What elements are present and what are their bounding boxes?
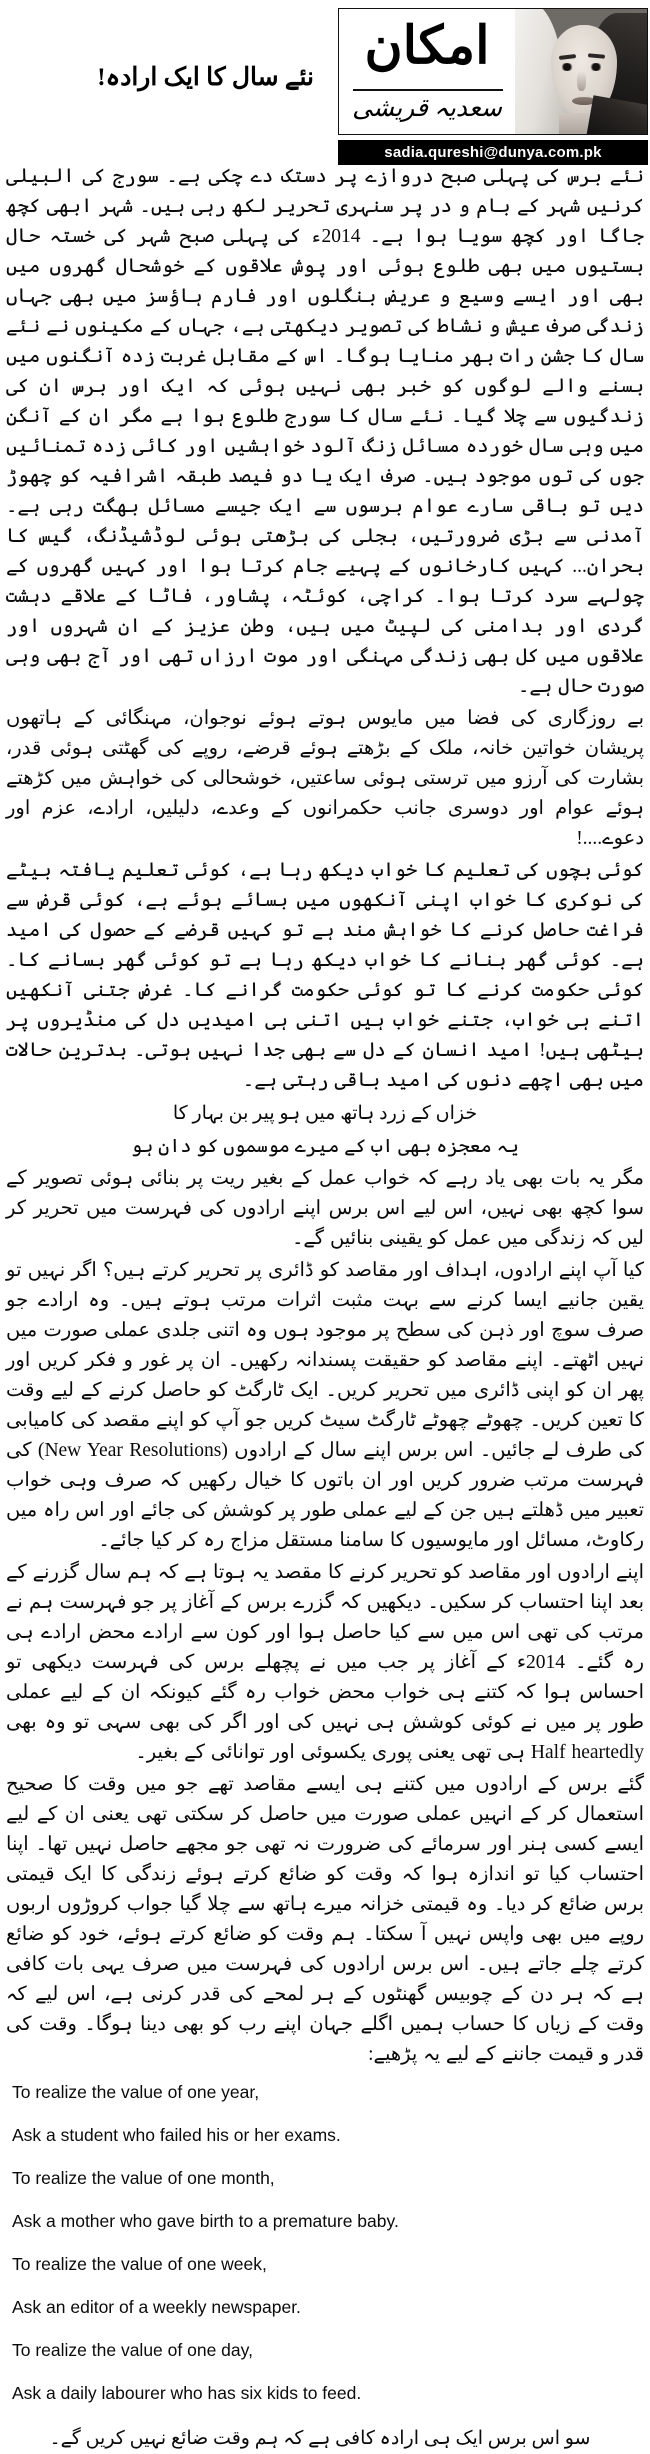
verse-line: یہ معجزہ بھی اب کے میرے موسموں کو دان ہو bbox=[131, 1136, 519, 1157]
paragraph: نئے برس کی پہلی صبح دروازے پر دستک دے چکی ہے۔ سورج کی البیلی کرنیں شہر کے بام و در پر سنہری تحریر لکھ رہی ہیں۔ شہر ابھی کچھ جاگا اور کچھ سویا ہوا ہے۔ 2014ء کی پہلی صبح شہر کی خستہ حال بستیوں میں بھی طلوع ہوئی اور پوش علاقوں کے خوشحال گھروں میں بھی اور ایسے وسیع و عریض بنگلوں اور فارم ہاؤسز میں بھی جہاں زندگی صرف عیش و نشاط کی تصویر دیکھتی ہے، جہاں کے مکینوں نے نئے سال کا جشن رات بھر منایا ہوگا۔ اس کے مقابل غربت زدہ آنگنوں میں بسنے والے لوگوں کو خبر بھی نہیں ہوئی کہ ایک اور برس ان کی زندگیوں سے چلا گیا۔ نئے سال کا سورج طلوع ہوا ہے مگر ان کے آنگن میں وہی سال خوردہ مسائل زنگ آلود خواہشیں اور کائی زدہ تمنائیں جوں کی توں موجود ہیں۔ صرف ایک یا دو فیصد طبقہ اشرافیہ کو چھوڑ دیں تو باقی سارے عوام برسوں سے ایک جیسے مسائل بھگت رہی ہے۔ آمدنی سے بڑی ضرورتیں، بجلی کی بڑھتی ہوئی لوڈشیڈنگ، گیس کا بحران... کہیں کارخانوں کے پہیے جام کرتا ہوا اور کہیں گھروں کے چولہے سرد کرتا ہوا۔ کراچی، کوئٹہ، پشاور، فاٹا کے علاقے دہشت گردی اور بدامنی کی لپیٹ میں ہیں، وطن عزیز کے ان شہروں اور علاقوں میں کل بھی زندگی مہنگی اور موت ارزاں تھی اور آج بھی وہی صورت حال ہے۔ bbox=[6, 166, 645, 697]
page-title: نئے سال کا ایک ارادہ! bbox=[97, 64, 314, 91]
quote-line: Ask a student who failed his or her exams. bbox=[12, 2125, 341, 2145]
paragraph: بے روزگاری کی فضا میں مایوس ہوتے ہوئے نوجوان، مہنگائی کے ہاتھوں پریشان خواتین خانہ، ملک کے بڑھتے ہوئے قرضے، روپے کی گھٹتی ہوئی قدر، بشارت کی آرزو میں ترستی ہوئی ساعتیں، خوشحالی کی خواہش میں کڑھتے ہوئے عوام اور دوسری جانب حکمرانوں کے وعدے، دلیلیں، ارادے، عزم اور دعوے....! bbox=[6, 708, 644, 849]
english-quote-block bbox=[6, 2080, 644, 2405]
quote-line: To realize the value of one month, bbox=[12, 2168, 275, 2188]
paragraph: اپنے ارادوں اور مقاصد کو تحریر کرنے کا مقصد یہ ہوتا ہے کہ ہم سال گزرنے کے بعد اپنا احتساب کر سکیں۔ دیکھیں کہ گزرے برس کے آغاز پر جو فہرست ہم نے مرتب کی تھی اس میں سے کیا حاصل ہوا اور کون سے ارادے محض ارادے ہی رہ گئے۔ 2014ء کے آغاز پر جب میں نے پچھلے برس کی فہرست دیکھی تو احساس ہوا کہ کتنے ہی خواب محض خواب رہ گئے کیونکہ ان کے لیے عملی طور پر میں نے کوئی کوشش ہی نہیں کی اور اگر کی بھی سہی تو وہ بھی Half heartedly ہی تھی یعنی پوری یکسوئی اور توانائی کے بغیر۔ bbox=[6, 1562, 644, 1763]
quote-line: To realize the value of one week, bbox=[12, 2254, 267, 2274]
photo-nose bbox=[577, 71, 586, 91]
closing-line: سو اس برس ایک ہی ارادہ کافی ہے کہ ہم وقت ضائع نہیں کریں گے۔ bbox=[49, 2428, 591, 2449]
photo-eye-right bbox=[589, 63, 603, 71]
quote-line: To realize the value of one year, bbox=[12, 2082, 260, 2102]
quote-line: To realize the value of one day, bbox=[12, 2340, 253, 2360]
paragraph: مگر یہ بات بھی یاد رہے کہ خواب عمل کے بغیر ریت پر بنائی ہوئی تصویر کے سوا کچھ بھی نہیں، اس لیے اس برس اپنے ارادوں کی فہرست میں تحریر کر لیں کہ زندگی میں عمل کو یقینی بنائیں گے۔ bbox=[6, 1168, 644, 1249]
column-logo-block bbox=[338, 8, 650, 160]
verse-line: خزاں کے زرد ہاتھ میں ہو پیر بن بہار کا bbox=[172, 1103, 478, 1124]
paragraph: کوئی بچوں کی تعلیم کا خواب دیکھ رہا ہے، کوئی تعلیم یافتہ بیٹے کی نوکری کا خواب اپنی آنکھوں میں بسائے ہوئے ہے، کوئی قرض سے فراغت حاصل کرنے کا خواہش مند ہے تو کہیں قرضے کے حصول کی امید ہے۔ کوئی گھر بنانے کا خواب دیکھ رہا ہے تو کوئی گھر بسانے کا۔ کوئی حکومت کرنے کا تو کوئی حکومت گرانے کا۔ غرض جتنی آنکھیں اتنے ہی خواب، جتنے خواب ہیں اتنی ہی امیدیں دل کی منڈیروں پر بیٹھی ہیں! امید انسان کے دل سے بھی جدا نہیں ہوتی۔ بدترین حالات میں بھی اچھے دنوں کی امید باقی رہتی ہے۔ bbox=[6, 860, 644, 1091]
quote-line: Ask a daily labourer who has six kids to feed. bbox=[12, 2383, 362, 2403]
column-brand-name: امکان bbox=[364, 18, 490, 75]
author-photo bbox=[515, 9, 647, 135]
column-masthead bbox=[0, 0, 650, 160]
paragraph: گئے برس کے ارادوں میں کتنے ہی ایسے مقاصد تھے جو میں وقت کا صحیح استعمال کر کے انہیں عملی صورت میں حاصل کر سکتی تھی یعنی ان کے لیے ایسے کسی ہنر اور سرمائے کی ضرورت نہ تھی جو مجھے حاصل نہیں تھا۔ اپنا احتساب کیا تو اندازہ ہوا کہ وقت کو ضائع کرتے ہوئے زندگی کا ایک قیمتی برس ضائع کر دیا۔ وہ قیمتی خزانہ میرے ہاتھ سے چلا گیا جواب کروڑوں اربوں روپے میں بھی واپس نہیں آ سکتا۔ ہم وقت کو ضائع کرتے ہوئے، خود کو ضائع کرتے چلے جاتے ہیں۔ اس برس ارادوں کی فہرست میں صرف یہی بات کافی ہے کہ ہر دن کے چوبیس گھنٹوں کے ہر لمحے کی قدر کرنی ہے، اس لیے کہ وقت کے زیاں کا حساب ہمیں اگلے جہان اپنے رب کو بھی دینا ہوگا۔ وقت کی قدر و قیمت جاننے کے لیے یہ پڑھیے: bbox=[6, 1774, 644, 2065]
quote-line: Ask an editor of a weekly newspaper. bbox=[12, 2297, 301, 2317]
author-name: سعدیہ قریشی bbox=[352, 95, 502, 122]
author-email-text: sadia.qureshi@dunya.com.pk bbox=[384, 144, 602, 161]
logo-frame bbox=[338, 8, 648, 135]
paragraph: کیا آپ اپنے ارادوں، اہداف اور مقاصد کو ڈائری پر تحریر کرتے ہیں؟ اگر نہیں تو یقین جانیے ایسا کرنے سے بہت مثبت اثرات مرتب ہوتے ہیں۔ وہ ارادے جو صرف سوچ اور ذہن کی سطح پر موجود ہوں وہ اتنی جلدی عملی صورت میں نہیں اٹھتے۔ اپنے مقاصد کو حقیقت پسندانہ رکھیں۔ ان پر غور و فکر کریں اور پھر ان کو اپنی ڈائری میں تحریر کریں۔ ایک ٹارگٹ کو حاصل کرنے کے لیے وقت کا تعین کریں۔ چھوٹے چھوٹے ٹارگٹ سیٹ کریں جو آپ کو اپنے مقصد کی کامیابی کی طرف لے جائیں۔ اس برس اپنے سال کے ارادوں (New Year Resolutions) کی فہرست مرتب ضرور کریں اور ان باتوں کا خیال رکھیں کہ صرف وہی خواب تعبیر میں ڈھلتے ہیں جن کے لیے عملی طور پر کوشش کی جائے اور اس راہ میں رکاوٹ، مسائل اور مایوسیوں کا سامنا مستقل مزاج رہ کر کیا جائے۔ bbox=[6, 1260, 645, 1551]
photo-eye-left bbox=[560, 63, 574, 71]
quote-line: Ask a mother who gave birth to a premature baby. bbox=[12, 2211, 399, 2231]
article-body bbox=[0, 162, 650, 2454]
brand-divider bbox=[353, 89, 503, 91]
brand-column bbox=[339, 9, 515, 135]
